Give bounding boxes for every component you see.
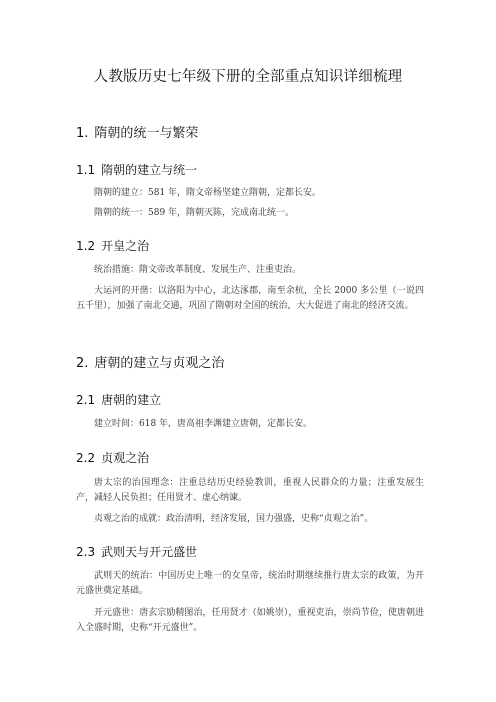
subsection-title: 武则天与开元盛世 bbox=[101, 545, 198, 559]
section-heading-2 bbox=[76, 355, 224, 373]
section-title: 隋朝的统一与繁荣 bbox=[94, 126, 199, 141]
paragraph: 武则天的统治：中国历史上唯一的女皇帝，统治时期继续推行唐太宗的政策，为开元盛世奠定基础。 bbox=[76, 571, 424, 596]
subsection-number: 1.1 bbox=[76, 163, 96, 177]
subsection-title: 贞观之治 bbox=[101, 451, 150, 465]
subsection-heading-2-3 bbox=[76, 544, 197, 560]
document-title: 人教版历史七年级下册的全部重点知识详细梳理 bbox=[93, 69, 403, 85]
paragraph: 开元盛世：唐玄宗励精图治，任用贤才（如姚崇），重视吏治，崇尚节俭，使唐朝进入全盛时期，史称“开元盛世”。 bbox=[76, 608, 424, 633]
subsection-number: 1.2 bbox=[76, 239, 96, 253]
paragraph: 唐太宗的治国理念：注重总结历史经验教训，重视人民群众的力量；注重发展生产，减轻人民负担；任用贤才、虚心纳谏。 bbox=[76, 478, 424, 503]
subsection-number: 2.2 bbox=[76, 451, 96, 465]
paragraph: 隋朝的建立：581 年，隋文帝杨坚建立隋朝，定都长安。 bbox=[94, 188, 322, 198]
paragraph: 隋朝的统一：589 年，隋朝灭陈，完成南北统一。 bbox=[94, 208, 295, 218]
paragraph: 贞观之治的成就：政治清明，经济发展，国力强盛，史称“贞观之治”。 bbox=[94, 514, 374, 524]
section-number: 2. bbox=[76, 356, 89, 371]
subsection-title: 唐朝的建立 bbox=[101, 393, 162, 407]
subsection-number: 2.1 bbox=[76, 393, 96, 407]
section-number: 1. bbox=[76, 126, 89, 141]
subsection-heading-1-2 bbox=[76, 238, 149, 254]
paragraph: 大运河的开凿：以洛阳为中心，北达涿郡，南至余杭，全长 2000 多公里（一说四五千里），加强了南北交通，巩固了隋朝对全国的统治，大大促进了南北的经济交流。 bbox=[76, 286, 424, 311]
paragraph: 建立时间：618 年，唐高祖李渊建立唐朝，定都长安。 bbox=[94, 419, 313, 429]
subsection-heading-2-2 bbox=[76, 450, 149, 466]
paragraph: 统治措施：隋文帝改革制度、发展生产、注重吏治。 bbox=[94, 265, 302, 275]
subsection-number: 2.3 bbox=[76, 545, 96, 559]
subsection-heading-2-1 bbox=[76, 392, 161, 408]
section-heading-1 bbox=[76, 125, 198, 143]
subsection-title: 开皇之治 bbox=[101, 239, 150, 253]
section-title: 唐朝的建立与贞观之治 bbox=[94, 356, 225, 371]
subsection-title: 隋朝的建立与统一 bbox=[101, 163, 198, 177]
subsection-heading-1-1 bbox=[76, 162, 197, 178]
